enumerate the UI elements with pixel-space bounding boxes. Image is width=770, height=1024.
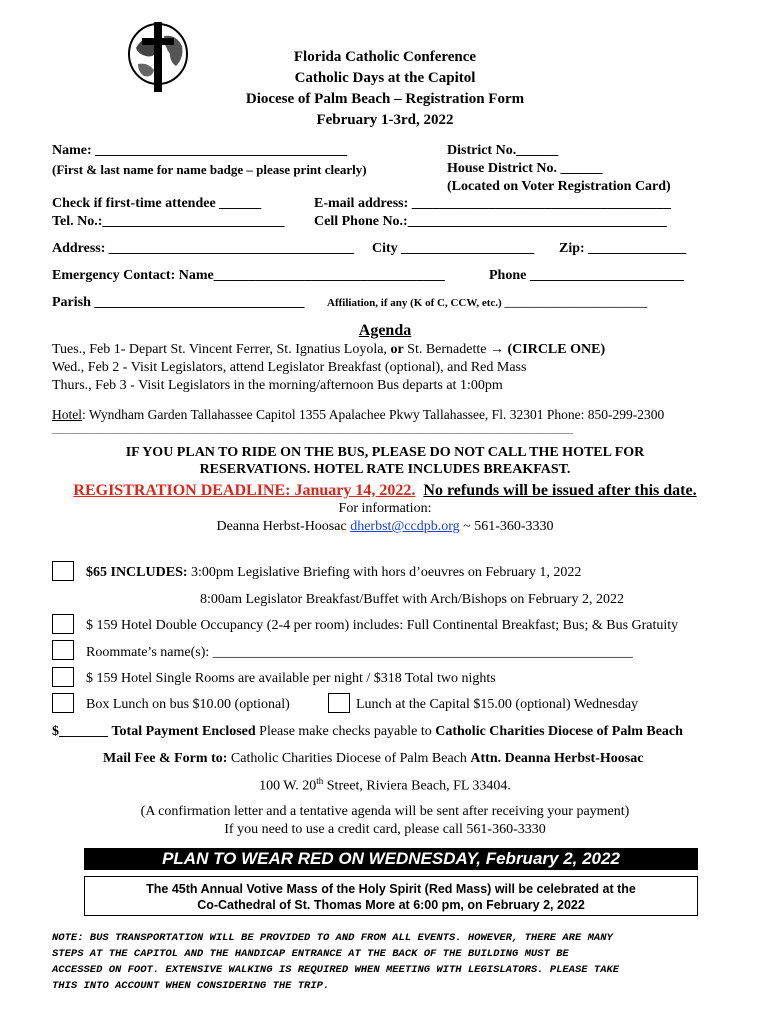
- option-65-text2: 8:00am Legislator Breakfast/Buffet with Arch/Bishops on February 2, 2022: [200, 592, 624, 607]
- payment-amount-field[interactable]: $_______: [52, 724, 108, 739]
- email-field[interactable]: E-mail address: _____________________________________: [314, 196, 671, 211]
- city-field[interactable]: City ___________________: [372, 241, 535, 256]
- box-lunch-text: Box Lunch on bus $10.00 (optional): [86, 697, 290, 712]
- payment-line: $_______ Total Payment Enclosed Please make checks payable to Catholic Charities Diocese of Palm Beach: [52, 724, 683, 739]
- roommate-field[interactable]: Roommate’s name(s): ____________________________________________________________: [86, 645, 633, 660]
- cell-field[interactable]: Cell Phone No.:_____________________________________: [314, 214, 667, 229]
- mail-line: Mail Fee & Form to: Catholic Charities Diocese of Palm Beach Attn. Deanna Herbst-Hoosac: [103, 751, 644, 766]
- bus-notice-line2: RESERVATIONS. HOTEL RATE INCLUDES BREAKFAST.: [199, 462, 571, 477]
- house-district-field[interactable]: House District No. ______: [447, 161, 603, 176]
- double-occupancy-text: $ 159 Hotel Double Occupancy (2-4 per room) includes: Full Continental Breakfast; Bus; & Bus Gratuity: [86, 618, 679, 633]
- name-field[interactable]: Name: ____________________________________: [52, 143, 348, 158]
- note-line3: ACCESSED ON FOOT. EXTENSIVE WALKING IS REQUIRED WHEN MEETING WITH LEGISLATORS. PLEASE TAKE: [52, 964, 620, 976]
- red-mass-line2: Co-Cathedral of St. Thomas More at 6:00 pm, on February 2, 2022: [197, 898, 585, 912]
- emergency-contact-field[interactable]: Emergency Contact: Name_________________________________: [52, 268, 445, 283]
- note-line2: STEPS AT THE CAPITOL AND THE HANDICAP ENTRANCE AT THE BACK OF THE BUILDING MUST BE: [52, 948, 569, 960]
- parish-field[interactable]: Parish ______________________________: [52, 295, 305, 310]
- capital-lunch-text: Lunch at the Capital $15.00 (optional) Wednesday: [356, 697, 639, 712]
- wear-red-banner: PLAN TO WEAR RED ON WEDNESDAY, February 2, 2022: [84, 848, 698, 870]
- divider: ________________________________________________________________________________________________________: [52, 421, 572, 435]
- agenda-tuesday: Tues., Feb 1- Depart St. Vincent Ferrer, St. Ignatius Loyola, or St. Bernadette → (CIRCLE ONE): [52, 342, 606, 357]
- roommate-checkbox[interactable]: [52, 640, 74, 660]
- double-occupancy-checkbox[interactable]: [52, 614, 74, 634]
- header-subtitle: Catholic Days at the Capitol: [294, 70, 476, 86]
- note-line1: NOTE: BUS TRANSPORTATION WILL BE PROVIDED TO AND FROM ALL EVENTS. HOWEVER, THERE ARE MANY: [52, 932, 613, 944]
- bus-note: [52, 930, 619, 994]
- single-room-text: $ 159 Hotel Single Rooms are available per night / $318 Total two nights: [86, 671, 496, 686]
- address-field[interactable]: Address: ___________________________________: [52, 241, 354, 256]
- voter-note: (Located on Voter Registration Card): [447, 179, 671, 194]
- agenda-heading: Agenda: [358, 322, 412, 339]
- option-65-text: $65 INCLUDES: 3:00pm Legislative Briefing with hors d’oeuvres on February 1, 2022: [86, 565, 582, 580]
- mail-address: 100 W. 20th Street, Riviera Beach, FL 33404.: [259, 776, 511, 794]
- red-mass-box: [84, 876, 698, 916]
- red-mass-line1: The 45th Annual Votive Mass of the Holy Spirit (Red Mass) will be celebrated at the: [146, 882, 636, 896]
- header-title: Florida Catholic Conference: [293, 49, 477, 65]
- agenda-thursday: Thurs., Feb 3 - Visit Legislators in the morning/afternoon Bus departs at 1:00pm: [52, 378, 503, 393]
- confirmation-note: (A confirmation letter and a tentative agenda will be sent after receiving your payment): [140, 804, 630, 819]
- single-room-checkbox[interactable]: [52, 667, 74, 687]
- contact-line: Deanna Herbst-Hoosac dherbst@ccdpb.org ~ 561-360-3330: [216, 519, 554, 534]
- header-form-title: Diocese of Palm Beach – Registration Form: [245, 91, 525, 107]
- credit-card-note: If you need to use a credit card, please call 561-360-3330: [224, 822, 546, 837]
- affiliation-field[interactable]: Affiliation, if any (K of C, CCW, etc.) __________________________: [327, 297, 648, 309]
- emergency-phone-field[interactable]: Phone ______________________: [489, 268, 684, 283]
- agenda-wednesday: Wed., Feb 2 - Visit Legislators, attend Legislator Breakfast (optional), and Red Mass: [52, 360, 527, 375]
- capital-lunch-checkbox[interactable]: [328, 693, 350, 713]
- first-time-field[interactable]: Check if first-time attendee ______: [52, 196, 262, 211]
- bus-notice-line1: IF YOU PLAN TO RIDE ON THE BUS, PLEASE DO NOT CALL THE HOTEL FOR: [125, 445, 645, 460]
- info-label: For information:: [338, 501, 432, 516]
- header-dates: February 1-3rd, 2022: [316, 112, 454, 128]
- name-note: (First & last name for name badge – please print clearly): [52, 162, 367, 177]
- option-65-checkbox[interactable]: [52, 561, 74, 581]
- district-field[interactable]: District No.______: [447, 143, 559, 158]
- zip-field[interactable]: Zip: ______________: [559, 241, 687, 256]
- contact-email-link[interactable]: dherbst@ccdpb.org: [350, 519, 460, 534]
- tel-field[interactable]: Tel. No.:__________________________: [52, 214, 285, 229]
- deadline-line: REGISTRATION DEADLINE: January 14, 2022. No refunds will be issued after this date.: [73, 482, 697, 499]
- hotel-info: Hotel: Wyndham Garden Tallahassee Capitol 1355 Apalachee Pkwy Tallahassee, Fl. 32301 Phone: 850-299-2300: [52, 407, 665, 422]
- box-lunch-checkbox[interactable]: [52, 693, 74, 713]
- note-line4: THIS INTO ACCOUNT WHEN CONSIDERING THE TRIP.: [52, 980, 330, 992]
